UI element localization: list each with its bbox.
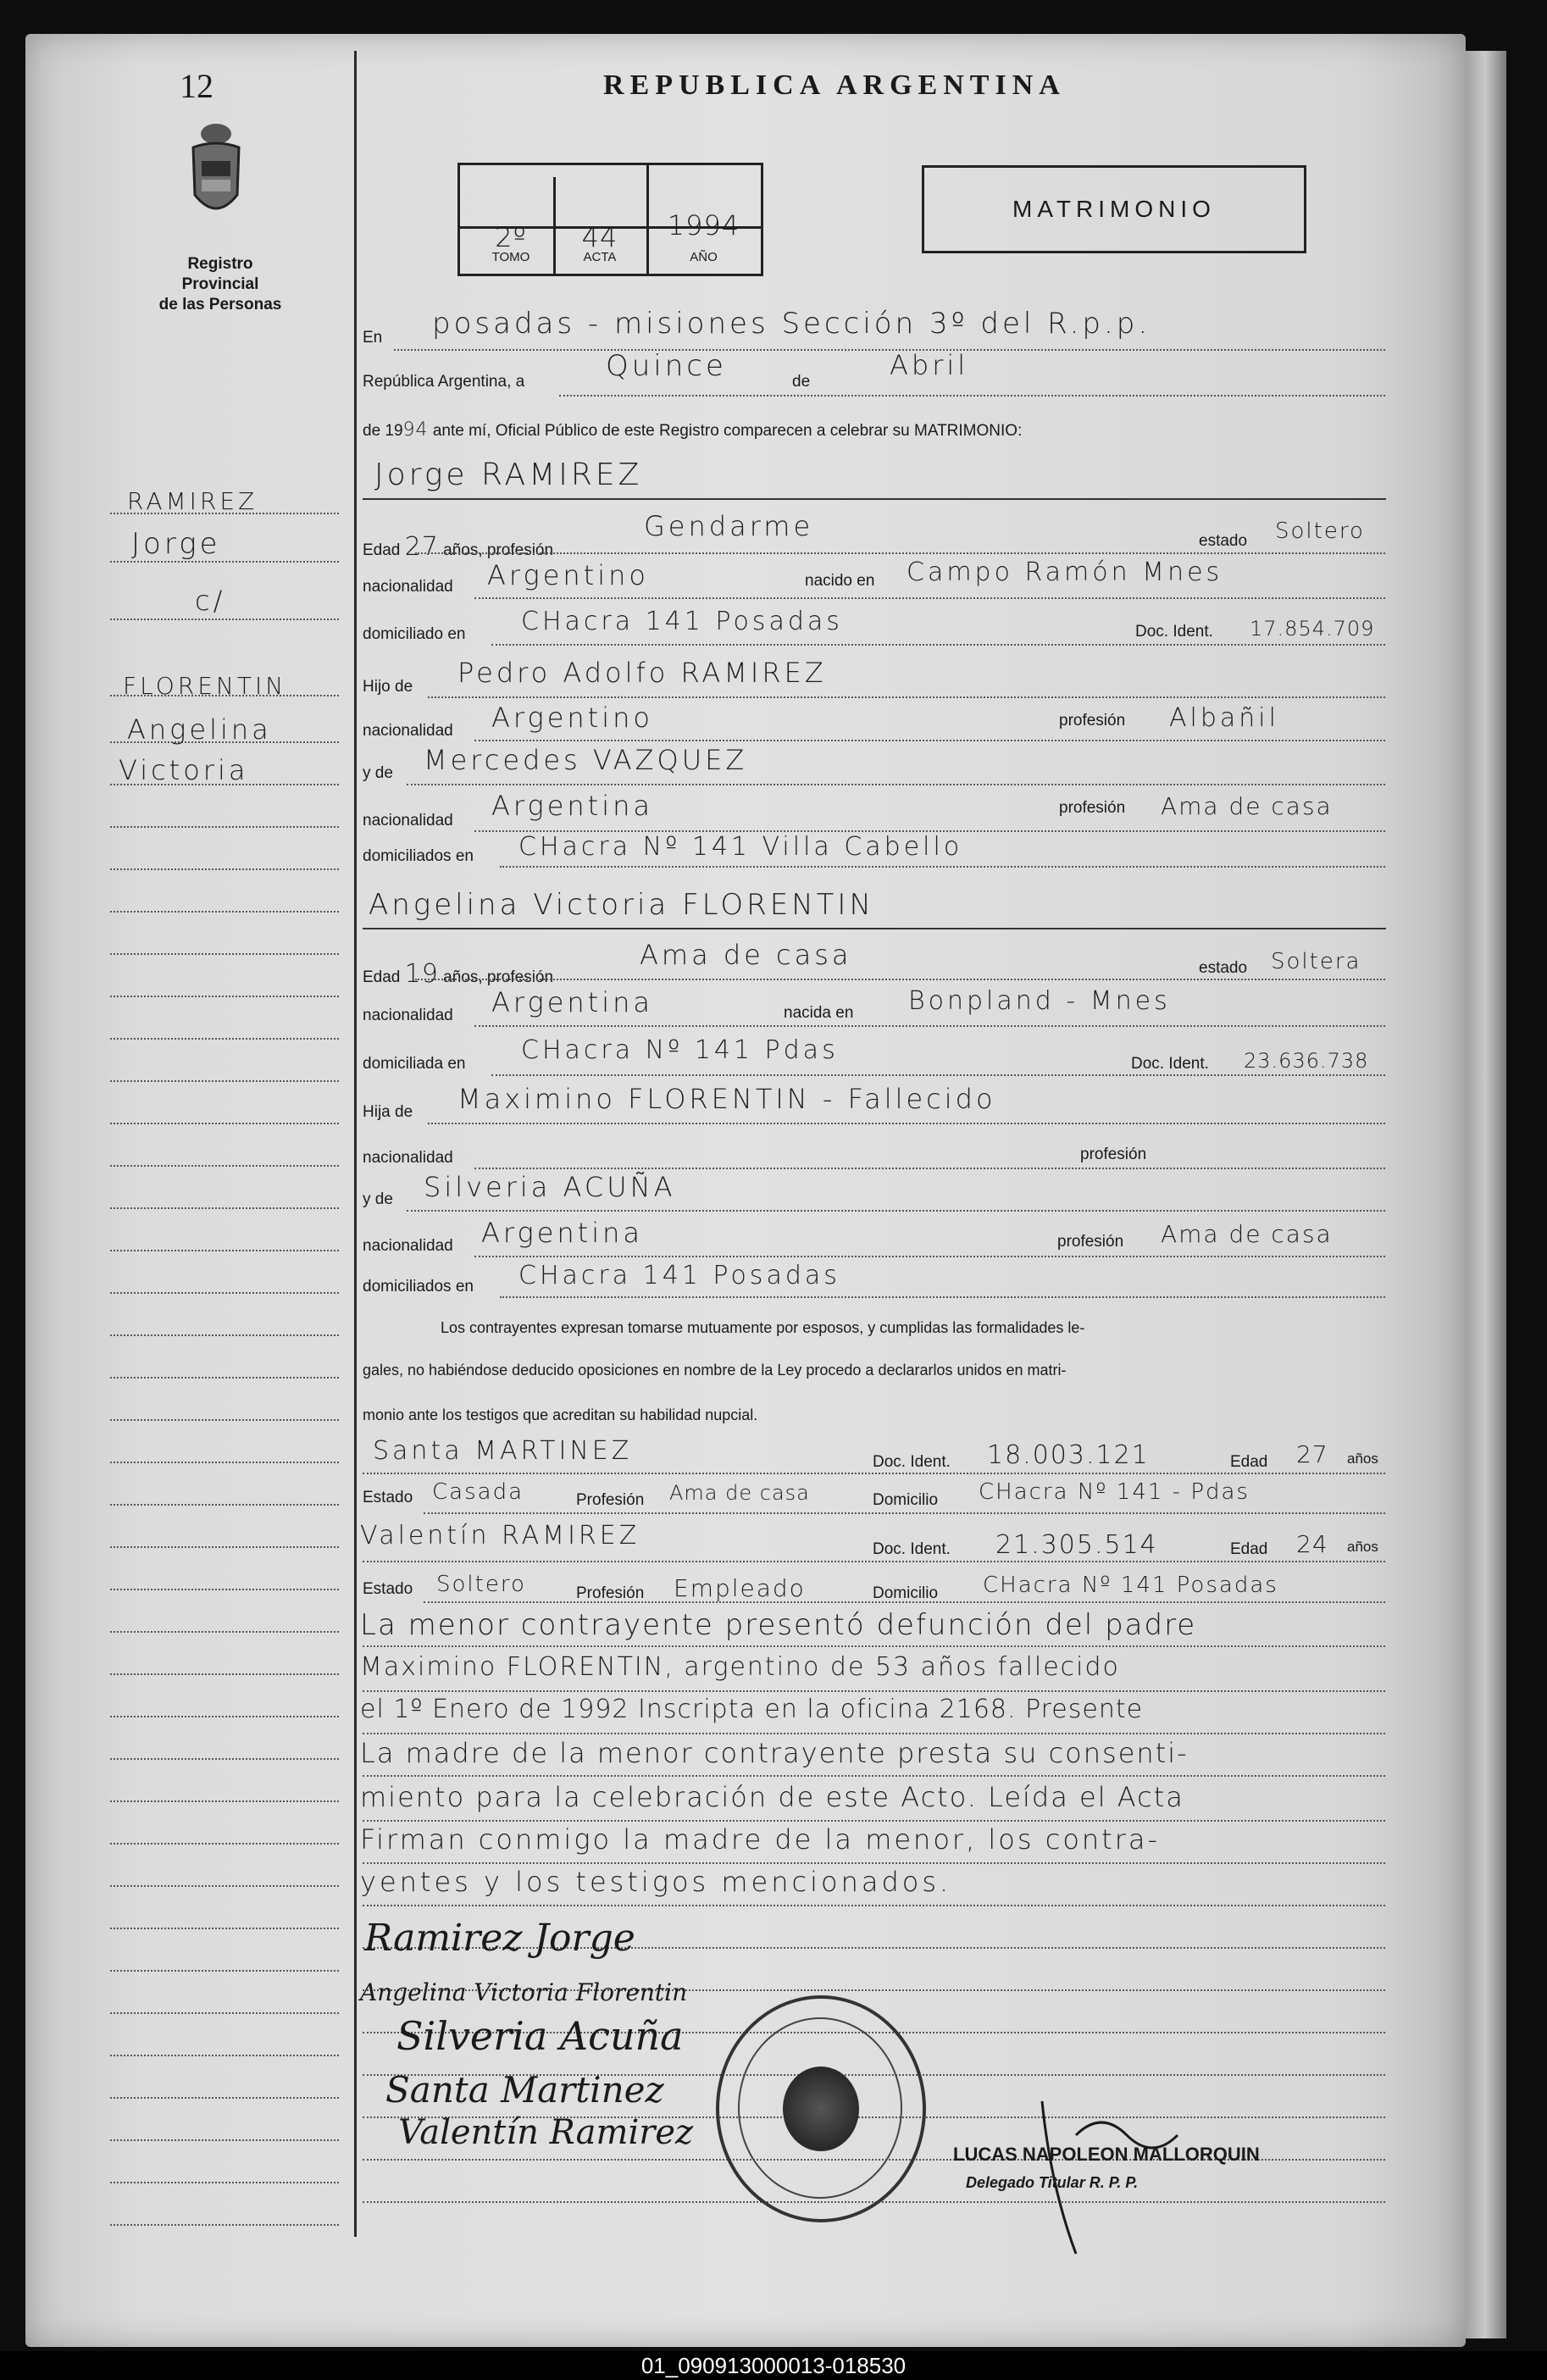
groom-father: Pedro Adolfo RAMIREZ	[457, 657, 827, 689]
groom-father-nac-label: nacionalidad	[363, 722, 453, 740]
intro-text: ante mí, Oficial Público de este Registro comparecen a celebrar su MATRIMONIO:	[432, 422, 1023, 440]
groom-parents-dom-label: domiciliados en	[363, 847, 474, 865]
document-page	[25, 34, 1466, 2347]
groom-domicile: CHacra 141 Posadas	[521, 607, 843, 636]
groom-nacido-label: nacido en	[805, 572, 875, 590]
signature-witness1: Santa Martinez	[385, 2069, 664, 2111]
acta-value: 44	[581, 221, 618, 253]
groom-father-label: Hijo de	[363, 678, 413, 696]
document-type-label: MATRIMONIO	[1012, 196, 1216, 222]
groom-mother-prof: Ama de casa	[1161, 792, 1333, 820]
note-line: Firman conmigo la madre de la menor, los contra-	[360, 1823, 1161, 1856]
witness2-domicile: CHacra Nº 141 Posadas	[983, 1573, 1278, 1598]
day-value: Quince	[606, 349, 727, 383]
groom-name: Jorge RAMIREZ	[374, 458, 643, 492]
witness1-doc: 18.003.121	[987, 1440, 1150, 1470]
witness2-estado: Soltero	[436, 1572, 526, 1597]
margin-name-groom: Jorge	[131, 527, 221, 561]
groom-doc: 17.854.709	[1250, 617, 1375, 641]
witness1-age: 27	[1296, 1440, 1328, 1468]
page-number: 12	[180, 67, 213, 105]
groom-father-prof: Albañil	[1169, 703, 1279, 733]
groom-mother-label: y de	[363, 764, 393, 782]
registry-line-2: de las Personas	[158, 296, 282, 313]
witness2-age: 24	[1296, 1530, 1328, 1558]
margin-connector: c/	[195, 585, 226, 617]
witness2-edad-label: Edad	[1230, 1540, 1268, 1558]
bride-nacida-label: nacida en	[784, 1004, 854, 1022]
bride-nac-label: nacionalidad	[363, 1007, 453, 1024]
bride-estado: Soltera	[1271, 949, 1361, 974]
groom-nationality: Argentino	[487, 559, 649, 591]
groom-mother-nac-label: nacionalidad	[363, 812, 453, 829]
groom-mother: Mercedes VAZQUEZ	[424, 744, 748, 776]
note-line: La menor contrayente presentó defunción del padre	[360, 1608, 1197, 1642]
groom-estado: Soltero	[1275, 519, 1365, 544]
witness1-prof-label: Profesión	[576, 1491, 645, 1509]
witness1-dom-label: Domicilio	[873, 1491, 939, 1509]
bride-mother-label: y de	[363, 1190, 393, 1208]
groom-mother-nat: Argentina	[491, 790, 653, 822]
groom-doc-label: Doc. Ident.	[1135, 623, 1213, 641]
witness2-profession: Empleado	[674, 1574, 806, 1602]
ano-value: 1994	[667, 209, 740, 241]
year-prefix: de 19	[363, 422, 403, 440]
bride-mother: Silveria ACUÑA	[424, 1171, 676, 1203]
bride-mother-nac-label: nacionalidad	[363, 1237, 453, 1255]
witness2-prof-label: Profesión	[576, 1584, 645, 1602]
bride-doc: 23.636.738	[1244, 1049, 1369, 1073]
tomo-value: 2º	[495, 221, 527, 253]
witness1-estado-label: Estado	[363, 1489, 413, 1506]
registry-line-1: Registro Provincial	[181, 255, 259, 293]
bride-profession: Ama de casa	[640, 939, 852, 971]
witness2-doc: 21.305.514	[995, 1530, 1158, 1560]
tomo-label: TOMO	[491, 250, 530, 264]
signature-mother: Silveria Acuña	[396, 2013, 684, 2059]
witness1-name: Santa MARTINEZ	[373, 1436, 633, 1466]
bride-parents-dom-label: domiciliados en	[363, 1278, 474, 1295]
witness1-anos: años	[1347, 1451, 1378, 1467]
ano-label: AÑO	[690, 250, 718, 264]
note-line: el 1º Enero de 1992 Inscripta en la oficina 2168. Presente	[360, 1695, 1144, 1724]
signature-bride: Angelina Victoria Florentin	[360, 1978, 688, 2006]
groom-father-nat: Argentino	[491, 702, 653, 734]
witness1-domicile: CHacra Nº 141 - Pdas	[979, 1479, 1250, 1505]
document-type-box	[922, 165, 1306, 253]
signature-groom: Ramirez Jorge	[364, 1917, 635, 1960]
year-value: 94	[402, 419, 429, 441]
margin-surname-groom: RAMIREZ	[127, 487, 258, 515]
bride-nationality: Argentina	[491, 986, 653, 1018]
coat-of-arms-icon	[188, 119, 244, 230]
book-spine-edge	[1464, 51, 1506, 2338]
en-label: En	[363, 329, 383, 347]
witness1-profession: Ama de casa	[669, 1481, 810, 1505]
groom-father-prof-label: profesión	[1059, 712, 1126, 730]
groom-profession: Gendarme	[644, 510, 814, 542]
act-number-box	[457, 163, 763, 276]
republica-label: República Argentina, a	[363, 373, 525, 391]
bride-dom-label: domiciliada en	[363, 1055, 466, 1073]
official-title: Delegado Titular R. P. P.	[966, 2174, 1139, 2191]
image-id-footer: 01_090913000013-018530	[0, 2351, 1547, 2380]
bride-father-nac-label: nacionalidad	[363, 1149, 453, 1167]
witness2-estado-label: Estado	[363, 1580, 413, 1598]
de-label: de	[792, 373, 811, 391]
bride-birthplace: Bonpland - Mnes	[908, 986, 1171, 1016]
bride-estado-label: estado	[1199, 959, 1248, 977]
groom-mother-prof-label: profesión	[1059, 799, 1126, 817]
groom-parents-dom: CHacra Nº 141 Villa Cabello	[518, 832, 963, 862]
bride-father-label: Hija de	[363, 1103, 413, 1121]
margin-rule	[354, 51, 357, 2237]
bride-father: Maximino FLORENTIN - Fallecido	[457, 1083, 996, 1115]
groom-age: 27	[404, 532, 439, 562]
witness2-dom-label: Domicilio	[873, 1584, 939, 1602]
witness1-edad-label: Edad	[1230, 1453, 1268, 1471]
bride-mother-prof: Ama de casa	[1161, 1220, 1333, 1248]
witness1-doc-label: Doc. Ident.	[873, 1453, 951, 1471]
bride-name: Angelina Victoria FLORENTIN	[369, 888, 874, 922]
groom-nac-label: nacionalidad	[363, 578, 453, 596]
note-line: miento para la celebración de este Acto. Leída el Acta	[360, 1781, 1184, 1813]
bride-domicile: CHacra Nº 141 Pdas	[521, 1035, 839, 1065]
groom-dom-label: domiciliado en	[363, 625, 466, 643]
witness2-anos: años	[1347, 1539, 1378, 1555]
formula-line-2: gales, no habiéndose deducido oposiciones en nombre de la Ley procedo a declararlos unidos en matri-	[363, 1362, 1067, 1379]
margin-surname-bride: FLORENTIN	[123, 672, 287, 700]
groom-estado-label: estado	[1199, 532, 1248, 550]
formula-line-1: Los contrayentes expresan tomarse mutuamente por esposos, y cumplidas las formalidades le-	[441, 1319, 1085, 1336]
witness1-estado: Casada	[432, 1479, 524, 1505]
note-line: yentes y los testigos mencionados.	[360, 1866, 952, 1898]
bride-doc-label: Doc. Ident.	[1131, 1055, 1209, 1073]
witness2-doc-label: Doc. Ident.	[873, 1540, 951, 1558]
month-value: Abril	[890, 349, 969, 381]
place-value: posadas - misiones Sección 3º del R.p.p.	[432, 307, 1151, 341]
bride-age: 19	[404, 959, 439, 989]
groom-birthplace: Campo Ramón Mnes	[907, 558, 1223, 587]
margin-name-bride-1: Angelina	[127, 713, 272, 746]
note-line: Maximino FLORENTIN, argentino de 53 años fallecido	[360, 1652, 1120, 1682]
note-line: La madre de la menor contrayente presta su consenti-	[360, 1737, 1189, 1769]
bride-father-prof-label: profesión	[1080, 1146, 1147, 1163]
witness2-name: Valentín RAMIREZ	[360, 1521, 640, 1551]
signature-witness2: Valentín Ramirez	[398, 2113, 694, 2152]
formula-line-3: monio ante los testigos que acreditan su habilidad nupcial.	[363, 1406, 758, 1423]
bride-parents-dom: CHacra 141 Posadas	[518, 1261, 840, 1290]
margin-name-bride-2: Victoria	[119, 754, 249, 786]
bride-mother-prof-label: profesión	[1057, 1233, 1124, 1251]
country-title: REPUBLICA ARGENTINA	[603, 69, 1066, 101]
registry-name	[148, 254, 292, 315]
acta-label: ACTA	[583, 250, 617, 264]
bride-mother-nat: Argentina	[481, 1217, 643, 1249]
official-seal-icon	[716, 1995, 926, 2222]
official-name: LUCAS NAPOLEON MALLORQUIN	[953, 2144, 1260, 2165]
